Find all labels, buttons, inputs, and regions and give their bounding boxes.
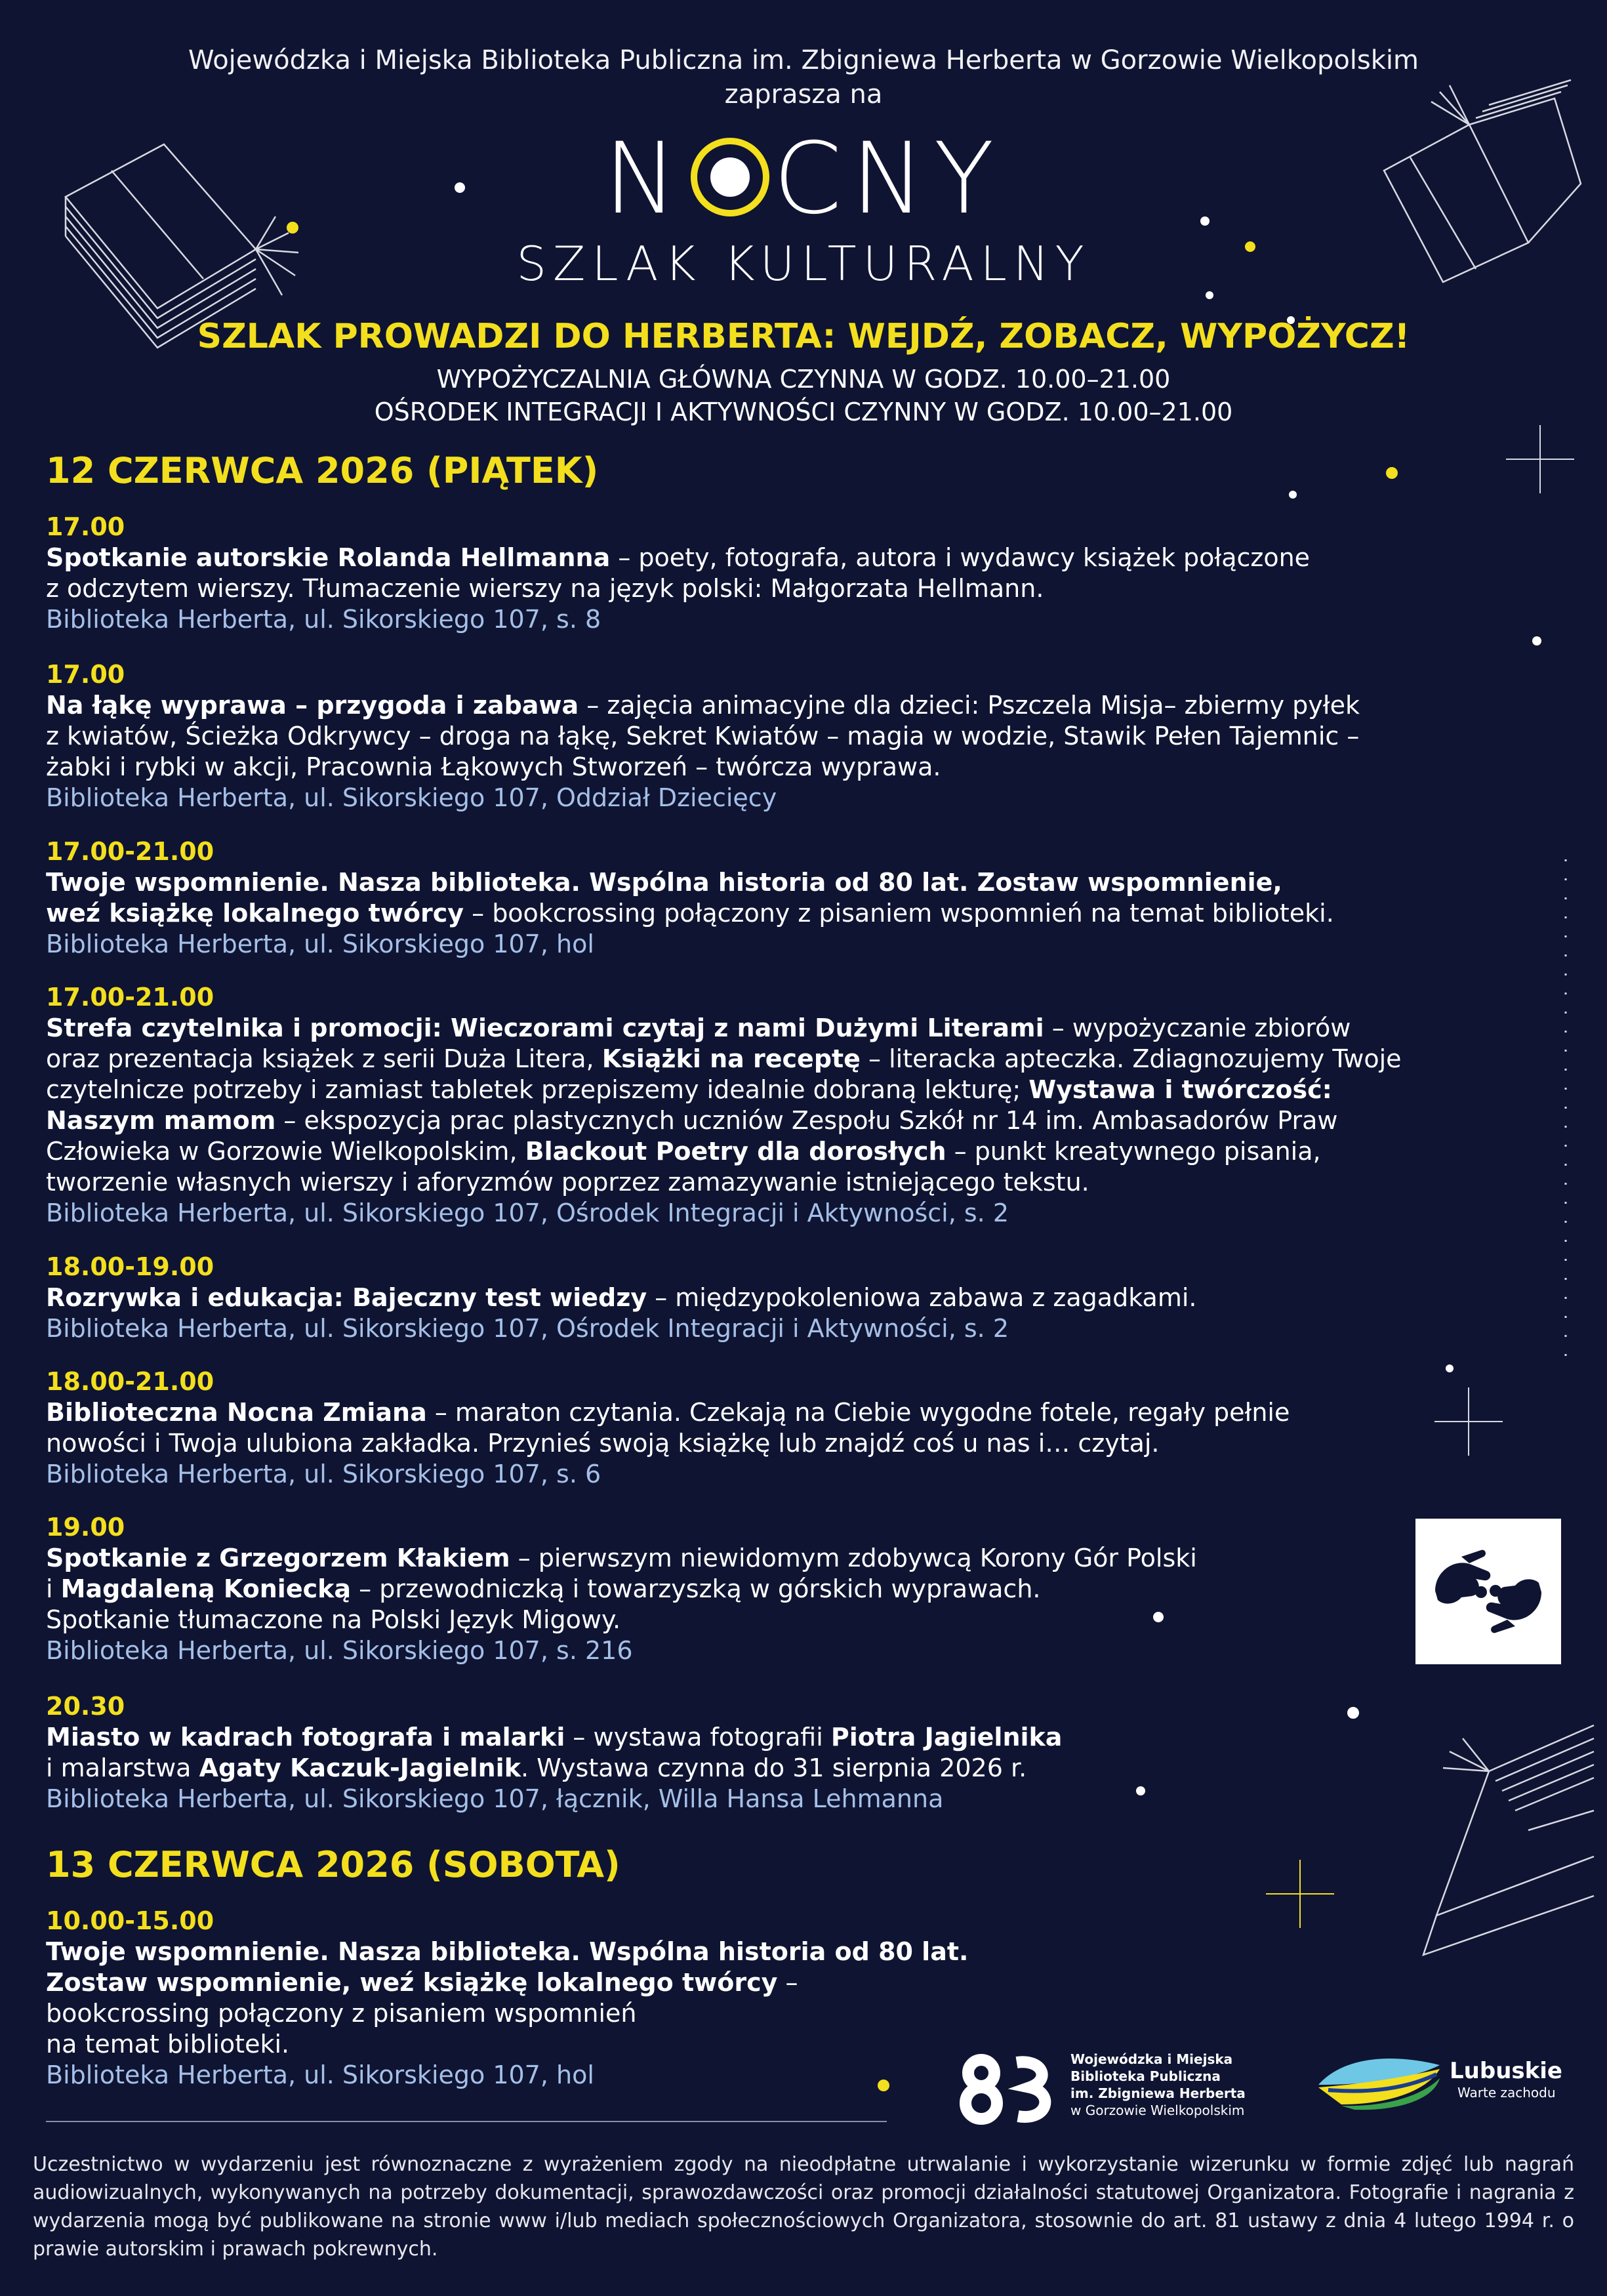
library-logo-line: w Gorzowie Wielkopolskim: [1070, 2102, 1245, 2118]
event-title-bold: Miasto w kadrach fotografa i malarki: [46, 1723, 565, 1752]
event-location: Biblioteka Herberta, ul. Sikorskiego 107, s. 8: [46, 605, 601, 634]
event-time: 18.00-19.00: [46, 1252, 214, 1281]
event-desc: . Wystawa czynna do 31 sierpnia 2026 r.: [520, 1753, 1027, 1782]
event-title-bold: Twoje wspomnienie. Nasza biblioteka. Wspólna historia od 80 lat. Zostaw wspomnienie,: [46, 868, 1282, 897]
event-item: [46, 1691, 1062, 1814]
event-title-bold: Twoje wspomnienie. Nasza biblioteka. Wspólna historia od 80 lat.: [46, 1937, 969, 1966]
event-desc: – poety, fotografa, autora i wydawcy książek połączone: [610, 543, 1311, 572]
event-desc: nowości i Twoja ulubiona zakładka. Przynieś swoją książkę lub znajdź coś u nas i… czytaj.: [46, 1429, 1160, 1458]
event-title-bold: Spotkanie z Grzegorzem Kłakiem: [46, 1544, 510, 1572]
event-location: Biblioteka Herberta, ul. Sikorskiego 107, hol: [46, 930, 594, 958]
event-item: [46, 982, 1402, 1229]
moon-o-icon: [691, 138, 769, 216]
event-desc: – pierwszym niewidomym zdobywcą Korony Gór Polski: [510, 1544, 1197, 1572]
lubuskie-name: Lubuskie: [1450, 2058, 1562, 2084]
event-desc: i malarstwa: [46, 1753, 199, 1782]
star-decoration: [1289, 491, 1297, 499]
event-location: Biblioteka Herberta, ul. Sikorskiego 107, s. 216: [46, 1636, 633, 1665]
sign-language-badge: [1415, 1519, 1561, 1664]
library-logo-line: im. Zbigniewa Herberta: [1070, 2085, 1246, 2101]
library-logo-text: [1070, 2051, 1246, 2119]
event-location: Biblioteka Herberta, ul. Sikorskiego 107, hol: [46, 2060, 594, 2089]
day-heading-1: 12 CZERWCA 2026 (PIĄTEK): [46, 450, 599, 491]
library-logo-line: Biblioteka Publiczna: [1070, 2068, 1221, 2084]
event-location: Biblioteka Herberta, ul. Sikorskiego 107, Oddział Dziecięcy: [46, 783, 777, 812]
sparkle-decoration: [1266, 1860, 1334, 1928]
event-title-bold: Wystawa i twórczość:: [1028, 1075, 1332, 1104]
event-item: [46, 1366, 1290, 1490]
star-decoration: [1446, 1364, 1454, 1372]
event-title-bold: Naszym mamom: [46, 1106, 276, 1135]
event-desc: – punkt kreatywnego pisania,: [946, 1137, 1321, 1166]
event-title: [0, 123, 1607, 235]
book-illustration-bottom-right: [1397, 1699, 1600, 1988]
library-logo-line: Wojewódzka i Miejska: [1070, 2051, 1233, 2067]
event-desc: czytelnicze potrzeby i zamiast tabletek przepiszemy idealnie dobraną lekturę;: [46, 1075, 1029, 1104]
library-80-logo: [956, 2053, 1061, 2125]
event-time: 17.00-21.00: [46, 837, 214, 866]
event-desc: – międzypokoleniowa zabawa z zagadkami.: [647, 1283, 1197, 1312]
event-desc: – zajęcia animacyjne dla dzieci: Pszczela Misja– zbiermy pyłek: [579, 691, 1360, 720]
sparkle-decoration: [1434, 1387, 1503, 1456]
event-desc: Człowieka w Gorzowie Wielkopolskim,: [46, 1137, 525, 1166]
lubuskie-logo: [1315, 2052, 1446, 2111]
event-location: Biblioteka Herberta, ul. Sikorskiego 107, Ośrodek Integracji i Aktywności, s. 2: [46, 1314, 1009, 1343]
day-heading-2: 13 CZERWCA 2026 (SOBOTA): [46, 1844, 620, 1885]
event-title-bold: Spotkanie autorskie Rolanda Hellmanna: [46, 543, 611, 572]
event-item: [46, 512, 1310, 635]
event-title-bold: Magdaleną Koniecką: [60, 1574, 352, 1603]
event-desc: tworzenie własnych wierszy i aforyzmów poprzez zamazywanie istniejącego tekstu.: [46, 1168, 1089, 1197]
event-location: Biblioteka Herberta, ul. Sikorskiego 107, łącznik, Willa Hansa Lehmanna: [46, 1784, 944, 1813]
event-desc: z odczytem wierszy. Tłumaczenie wierszy na język polski: Małgorzata Hellmann.: [46, 574, 1044, 603]
event-time: 17.00-21.00: [46, 983, 214, 1012]
star-decoration: [1532, 636, 1541, 646]
event-subtitle: SZLAK KULTURALNY: [516, 236, 1091, 291]
event-title-bold: Strefa czytelnika i promocji: Wieczorami czytaj z nami Dużymi Literami: [46, 1014, 1044, 1042]
lubuskie-tagline: Warte zachodu: [1457, 2085, 1556, 2101]
event-desc: – wystawa fotografii: [565, 1723, 831, 1752]
event-title-bold: weź książkę lokalnego twórcy: [46, 899, 464, 928]
event-time: 10.00-15.00: [46, 1906, 214, 1935]
event-title-bold: Piotra Jagielnika: [830, 1723, 1063, 1752]
event-item: [46, 659, 1360, 813]
event-title-bold: Blackout Poetry dla dorosłych: [525, 1137, 946, 1166]
star-decoration: [1136, 1786, 1145, 1795]
event-desc: bookcrossing połączony z pisaniem wspomnień: [46, 1999, 637, 2028]
slogan: SZLAK PROWADZI DO HERBERTA: WEJDŹ, ZOBACZ, WYPOŻYCZ!: [197, 317, 1410, 356]
star-decoration: [1386, 467, 1398, 479]
event-item: [46, 1906, 968, 2091]
event-title-bold: Zostaw wspomnienie, weź książkę lokalnego twórcy: [46, 1968, 778, 1997]
event-item: [46, 1252, 1196, 1344]
sign-language-icon: [1415, 1519, 1561, 1664]
footer-divider: [46, 2121, 887, 2122]
hours-lending: WYPOŻYCZALNIA GŁÓWNA CZYNNA W GODZ. 10.00–21.00: [436, 365, 1171, 394]
event-desc: – maraton czytania. Czekają na Ciebie wygodne fotele, regały pełnie: [426, 1398, 1290, 1427]
event-desc: – przewodniczką i towarzyszką w górskich wyprawach.: [351, 1574, 1041, 1603]
hours-integration: OŚRODEK INTEGRACJI I AKTYWNOŚCI CZYNNY W GODZ. 10.00–21.00: [374, 398, 1233, 426]
title-letter-n: N: [603, 122, 687, 236]
event-desc: Spotkanie tłumaczone na Polski Język Migowy.: [46, 1605, 621, 1634]
event-desc: i: [46, 1574, 61, 1603]
event-location: Biblioteka Herberta, ul. Sikorskiego 107, Ośrodek Integracji i Aktywności, s. 2: [46, 1199, 1009, 1227]
event-desc: żabki i rybki w akcji, Pracownia Łąkowych Stworzeń – twórcza wyprawa.: [46, 752, 941, 781]
event-desc: – ekspozycja prac plastycznych uczniów Zespołu Szkół nr 14 im. Ambasadorów Praw: [275, 1106, 1338, 1135]
event-title-bold: Książki na receptę: [601, 1044, 861, 1073]
event-time: 20.30: [46, 1692, 125, 1721]
invite-line: zaprasza na: [724, 79, 883, 110]
event-location: Biblioteka Herberta, ul. Sikorskiego 107, s. 6: [46, 1460, 601, 1488]
event-time: 17.00: [46, 660, 125, 689]
event-time: 17.00: [46, 512, 125, 541]
event-item: [46, 1512, 1197, 1666]
event-title-bold: Agaty Kaczuk-Jagielnik: [199, 1753, 521, 1782]
sparkle-decoration: [1506, 425, 1574, 493]
event-desc: na temat biblioteki.: [46, 2030, 290, 2059]
event-desc: – literacka apteczka. Zdiagnozujemy Twoje: [860, 1044, 1402, 1073]
event-title-bold: Na łąkę wyprawa – przygoda i zabawa: [46, 691, 579, 720]
event-desc: oraz prezentacja książek z serii Duża Litera,: [46, 1044, 602, 1073]
title-letters-cny: CNY: [773, 122, 1004, 236]
event-desc: z kwiatów, Ścieżka Odkrywcy – droga na łąkę, Sekret Kwiatów – magia w wodzie, Stawik Pełen Tajemnic –: [46, 722, 1360, 750]
star-decoration: [1347, 1707, 1359, 1719]
event-time: 19.00: [46, 1513, 125, 1542]
event-desc: – wypożyczanie zbiorów: [1044, 1014, 1351, 1042]
dotted-line-decoration: [1564, 859, 1568, 1358]
event-desc: – bookcrossing połączony z pisaniem wspomnień na temat biblioteki.: [464, 899, 1334, 928]
footer-disclaimer: Uczestnictwo w wydarzeniu jest równoznaczne z wyrażeniem zgody na nieodpłatne utrwalanie i wykorzystanie wizerunku w formie zdjęć lub nagrań audiowizualnych, wykonywanych na potrzeby dokumentacji, sprawozdawczości oraz promocji działalności statutowej Organizatora. Fotografie i nagrania z wydarzenia mogą być publikowane na stronie www i/lub mediach społecznościowych Organizatora, stosownie do art. 81 ustawy z dnia 4 lutego 1994 r. o prawie autorskim i prawach pokrewnych.: [33, 2153, 1574, 2261]
event-desc: –: [777, 1968, 798, 1997]
event-item: [46, 836, 1334, 960]
event-title-bold: Biblioteczna Nocna Zmiana: [46, 1398, 427, 1427]
star-decoration: [1206, 291, 1213, 299]
event-time: 18.00-21.00: [46, 1367, 214, 1396]
organizer-name: Wojewódzka i Miejska Biblioteka Publiczna im. Zbigniewa Herberta w Gorzowie Wielkopolskim: [188, 45, 1419, 75]
event-title-bold: Rozrywka i edukacja: Bajeczny test wiedzy: [46, 1283, 647, 1312]
